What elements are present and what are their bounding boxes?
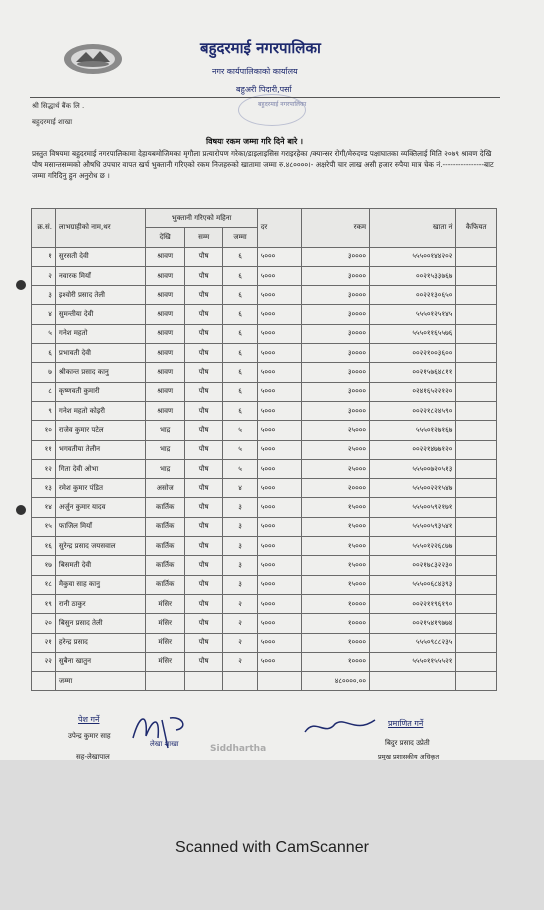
row-amount: १००००: [302, 614, 370, 633]
row-rate: ५०००: [257, 537, 302, 556]
row-account: ००२२१८२४५९०: [370, 401, 456, 420]
officer-signature: [300, 712, 380, 742]
row-amount: १५०००: [302, 575, 370, 594]
row-sn: ६: [32, 344, 56, 363]
row-from: श्रावण: [146, 247, 184, 266]
header-to: सम्म: [184, 228, 222, 247]
row-remarks: [456, 247, 497, 266]
row-from: श्रावण: [146, 266, 184, 285]
row-rate: ५०००: [257, 517, 302, 536]
table-row: [32, 556, 497, 575]
row-account: ५५५००५९२१७१: [370, 498, 456, 517]
row-sn: ८: [32, 382, 56, 401]
row-to: पौष: [184, 440, 222, 459]
row-remarks: [456, 652, 497, 671]
row-to: पौष: [184, 305, 222, 324]
header-from: देखि: [146, 228, 184, 247]
table-row: [32, 401, 497, 420]
row-name: रमेश कुमार पंडित: [55, 479, 146, 498]
row-amount: २५०००: [302, 440, 370, 459]
row-to: पौष: [184, 266, 222, 285]
row-sn: १९: [32, 594, 56, 613]
row-to: पौष: [184, 459, 222, 478]
row-sn: १८: [32, 575, 56, 594]
office-stamp: [238, 94, 306, 126]
nepal-emblem-logo: [62, 42, 124, 76]
row-remarks: [456, 517, 497, 536]
row-total: २: [223, 633, 257, 652]
submitted-by-name: उपेन्द्र कुमार साह: [68, 732, 111, 740]
office-address: बहुअरी पिदारी,पर्सा: [236, 85, 292, 94]
row-account: ५५५००२२१५४७: [370, 479, 456, 498]
row-account: ५५५०९८८२३५: [370, 633, 456, 652]
row-total: ४: [223, 479, 257, 498]
office-name: नगर कार्यपालिकाको कार्यालय: [212, 67, 298, 76]
row-account: ५५५००६८४३९३: [370, 575, 456, 594]
row-to: पौष: [184, 324, 222, 343]
row-sn: ९: [32, 401, 56, 420]
row-from: मंसिर: [146, 594, 184, 613]
row-amount: १००००: [302, 594, 370, 613]
row-from: श्रावण: [146, 401, 184, 420]
row-amount: ३००००: [302, 363, 370, 382]
row-remarks: [456, 286, 497, 305]
row-amount: ३००००: [302, 266, 370, 285]
row-total: ६: [223, 344, 257, 363]
row-amount: १५०००: [302, 517, 370, 536]
header-rate: दर: [257, 209, 302, 248]
header-amount: रकम: [302, 209, 370, 248]
row-amount: ३००००: [302, 344, 370, 363]
row-amount: १५०००: [302, 556, 370, 575]
row-amount: २००००: [302, 479, 370, 498]
row-remarks: [456, 556, 497, 575]
punch-hole: [16, 280, 26, 290]
row-rate: ५०००: [257, 363, 302, 382]
row-total: ३: [223, 556, 257, 575]
row-from: असोज: [146, 479, 184, 498]
scanner-footer: [0, 760, 544, 910]
table-row: [32, 633, 497, 652]
row-name: प्रभावती देवी: [55, 344, 146, 363]
row-total: ३: [223, 498, 257, 517]
row-name: गनेश महतो: [55, 324, 146, 343]
row-total: ६: [223, 324, 257, 343]
row-total: ६: [223, 382, 257, 401]
row-remarks: [456, 633, 497, 652]
table-row: [32, 247, 497, 266]
row-account: ०२४१६५२२१२०: [370, 382, 456, 401]
row-remarks: [456, 537, 497, 556]
row-remarks: [456, 594, 497, 613]
row-sn: २१: [32, 633, 56, 652]
row-name: नवारक मियाँ: [55, 266, 146, 285]
row-name: भगवतीया तेलीन: [55, 440, 146, 459]
row-name: रानी ठाकुर: [55, 594, 146, 613]
row-account: ५५५०१२२६८७७: [370, 537, 456, 556]
row-rate: ५०००: [257, 652, 302, 671]
row-total: २: [223, 594, 257, 613]
row-from: भाद्र: [146, 440, 184, 459]
table-row: [32, 382, 497, 401]
row-account: ५५५००५९३५४१: [370, 517, 456, 536]
table-row: [32, 652, 497, 671]
row-remarks: [456, 363, 497, 382]
row-account: ००२१५३३७६७: [370, 266, 456, 285]
siddhartha-watermark: Siddhartha: [210, 744, 267, 754]
table-row: [32, 479, 497, 498]
recipient-branch: बहुदरमाई शाखा: [32, 118, 73, 126]
row-to: पौष: [184, 575, 222, 594]
row-name: बिसमती देवी: [55, 556, 146, 575]
row-rate: ५०००: [257, 247, 302, 266]
row-from: कार्तिक: [146, 498, 184, 517]
table-row: [32, 363, 497, 382]
submitted-by-label: पेश गर्ने: [78, 715, 100, 724]
row-rate: ५०००: [257, 382, 302, 401]
row-amount: ३००००: [302, 324, 370, 343]
row-total: ६: [223, 247, 257, 266]
row-name: कृष्णवती कुमारी: [55, 382, 146, 401]
total-label: जम्मा: [55, 672, 146, 691]
punch-hole: [16, 505, 26, 515]
row-from: श्रावण: [146, 286, 184, 305]
row-sn: ५: [32, 324, 56, 343]
row-name: फाजिल मियाँ: [55, 517, 146, 536]
row-account: ५५५०११६५५७६: [370, 324, 456, 343]
row-account: ५५५०१२५१४५: [370, 305, 456, 324]
row-rate: ५०००: [257, 305, 302, 324]
row-from: कार्तिक: [146, 537, 184, 556]
row-total: ६: [223, 363, 257, 382]
row-name: सुमन्तीया देवी: [55, 305, 146, 324]
row-sn: १४: [32, 498, 56, 517]
header-months: भुक्तानी गरिएको महिना: [146, 209, 257, 228]
payment-table: [31, 208, 497, 691]
row-name: हरेन्द्र प्रसाद: [55, 633, 146, 652]
table-row: [32, 459, 497, 478]
municipality-title: बहुदरमाई नगरपालिका: [200, 39, 321, 57]
header-sn: क्र.सं.: [32, 209, 56, 248]
row-account: ५५५०११५५५२१: [370, 652, 456, 671]
table-row: [32, 575, 497, 594]
row-sn: ११: [32, 440, 56, 459]
row-sn: १०: [32, 421, 56, 440]
row-remarks: [456, 498, 497, 517]
row-amount: ३००००: [302, 382, 370, 401]
row-amount: ३००००: [302, 305, 370, 324]
row-rate: ५०००: [257, 556, 302, 575]
row-rate: ५०००: [257, 401, 302, 420]
row-amount: १५०००: [302, 498, 370, 517]
row-amount: १००००: [302, 633, 370, 652]
row-from: मंसिर: [146, 652, 184, 671]
row-rate: ५०००: [257, 440, 302, 459]
row-sn: १२: [32, 459, 56, 478]
row-amount: ३००००: [302, 247, 370, 266]
row-rate: ५०००: [257, 633, 302, 652]
table-row: [32, 344, 497, 363]
row-from: श्रावण: [146, 305, 184, 324]
header-name: लाभग्राहीको नाम,थर: [55, 209, 146, 248]
row-remarks: [456, 440, 497, 459]
table-row: [32, 594, 497, 613]
table-row: [32, 614, 497, 633]
letter-subject: विषयः रकम जम्मा गरि दिने बारे ।: [206, 137, 304, 146]
row-to: पौष: [184, 614, 222, 633]
row-total: ३: [223, 537, 257, 556]
row-remarks: [456, 382, 497, 401]
row-amount: २५०००: [302, 421, 370, 440]
row-to: पौष: [184, 517, 222, 536]
row-remarks: [456, 266, 497, 285]
row-name: सुबैना खातुन: [55, 652, 146, 671]
table-row: [32, 286, 497, 305]
row-amount: ३००००: [302, 401, 370, 420]
row-to: पौष: [184, 594, 222, 613]
row-to: पौष: [184, 652, 222, 671]
row-to: पौष: [184, 556, 222, 575]
row-remarks: [456, 575, 497, 594]
row-rate: ५०००: [257, 594, 302, 613]
row-rate: ५०००: [257, 575, 302, 594]
row-from: भाद्र: [146, 459, 184, 478]
row-remarks: [456, 324, 497, 343]
row-account: ००२१७८३२२३०: [370, 556, 456, 575]
header-account: खाता नं: [370, 209, 456, 248]
table-row: [32, 537, 497, 556]
row-to: पौष: [184, 344, 222, 363]
row-name: बिसुन प्रसाद तेली: [55, 614, 146, 633]
row-name: गिता देवी ओभा: [55, 459, 146, 478]
total-amount: ४८००००.००: [302, 672, 370, 691]
row-from: भाद्र: [146, 421, 184, 440]
row-account: ००२१५४१९७७४: [370, 614, 456, 633]
row-rate: ५०००: [257, 344, 302, 363]
table-row: [32, 305, 497, 324]
row-account: ५५५००७२०५१३: [370, 459, 456, 478]
row-amount: २५०००: [302, 459, 370, 478]
row-name: गनेश महतो कोइरी: [55, 401, 146, 420]
row-account: ००२१५७६४८११: [370, 363, 456, 382]
row-from: मंसिर: [146, 633, 184, 652]
row-name: मैकुवा साह कानु: [55, 575, 146, 594]
row-amount: १००००: [302, 652, 370, 671]
total-row: [32, 672, 497, 691]
row-total: ६: [223, 401, 257, 420]
header-total: जम्मा: [223, 228, 257, 247]
accounts-stamp: लेखा शाखा: [150, 740, 179, 748]
row-from: श्रावण: [146, 344, 184, 363]
header-divider: [30, 97, 500, 98]
row-sn: १३: [32, 479, 56, 498]
row-total: २: [223, 652, 257, 671]
row-remarks: [456, 401, 497, 420]
table-row: [32, 421, 497, 440]
row-total: ३: [223, 575, 257, 594]
row-amount: ३००००: [302, 286, 370, 305]
row-from: कार्तिक: [146, 575, 184, 594]
row-remarks: [456, 305, 497, 324]
row-sn: १६: [32, 537, 56, 556]
row-sn: ४: [32, 305, 56, 324]
row-from: कार्तिक: [146, 517, 184, 536]
row-total: ५: [223, 459, 257, 478]
row-remarks: [456, 459, 497, 478]
camscanner-label: Scanned with CamScanner: [175, 839, 369, 856]
row-total: ३: [223, 517, 257, 536]
table-row: [32, 498, 497, 517]
letter-body: प्रस्तुत विषयमा बहुदरमाई नगरपालिकामा देहायबमोजिमका मृगौला प्रत्यारोपण गरेका/डाइलाइसिस गराइरहेका /क्यान्सर रोगी/मेरुदण्ड पक्षाघातका व्यक्तिलाई मिति २०७९ श्रावण देखि पौष मसान्तसम्मको औषधि उपचार वापत खर्च भुक्तानी गरिएको रकम निजहरुको खातामा जम्मा रु.४८००००।- अक्षरेपी चार लाख असी हजार रुपैया मात्र चेक नं.----------------बाट जम्मा गरिदिनु हुन अनुरोध छ ।: [32, 149, 494, 180]
row-to: पौष: [184, 247, 222, 266]
row-name: इश्वोरी प्रसाद तेली: [55, 286, 146, 305]
office-stamp-text: बहुदरमाई नगरपालिका: [258, 101, 307, 108]
row-sn: १७: [32, 556, 56, 575]
row-sn: १: [32, 247, 56, 266]
row-remarks: [456, 479, 497, 498]
row-sn: ३: [32, 286, 56, 305]
row-rate: ५०००: [257, 286, 302, 305]
row-rate: ५०००: [257, 421, 302, 440]
table-row: [32, 266, 497, 285]
row-name: अर्जुन कुमार यादव: [55, 498, 146, 517]
certified-by-name: बिदुर प्रसाद उप्रेती: [385, 739, 430, 747]
row-total: ६: [223, 305, 257, 324]
row-sn: १५: [32, 517, 56, 536]
row-to: पौष: [184, 498, 222, 517]
row-remarks: [456, 614, 497, 633]
row-to: पौष: [184, 421, 222, 440]
row-from: श्रावण: [146, 382, 184, 401]
row-remarks: [456, 344, 497, 363]
table-row: [32, 440, 497, 459]
row-sn: २०: [32, 614, 56, 633]
row-to: पौष: [184, 382, 222, 401]
row-total: ५: [223, 440, 257, 459]
row-sn: २: [32, 266, 56, 285]
row-remarks: [456, 421, 497, 440]
row-account: ५५५००१४४२०२: [370, 247, 456, 266]
row-total: २: [223, 614, 257, 633]
table-row: [32, 324, 497, 343]
row-to: पौष: [184, 479, 222, 498]
row-name: सुरेन्द्र प्रसाद जयसवाल: [55, 537, 146, 556]
row-from: मंसिर: [146, 614, 184, 633]
row-to: पौष: [184, 363, 222, 382]
row-rate: ५०००: [257, 324, 302, 343]
row-account: ००२२१००३६००: [370, 344, 456, 363]
row-account: ००२२११९६१९०: [370, 594, 456, 613]
submitted-by-title: सह-लेखापाल: [76, 753, 110, 760]
row-amount: १५०००: [302, 537, 370, 556]
recipient-bank: श्री सिद्धार्थ बैंक लि .: [32, 102, 85, 110]
row-account: ००२२१३०६५०: [370, 286, 456, 305]
row-rate: ५०००: [257, 459, 302, 478]
row-to: पौष: [184, 633, 222, 652]
row-rate: ५०००: [257, 614, 302, 633]
row-name: राजेव कुमार पटेल: [55, 421, 146, 440]
row-sn: ७: [32, 363, 56, 382]
row-total: ५: [223, 421, 257, 440]
header-remarks: कैफियत: [456, 209, 497, 248]
table-row: [32, 517, 497, 536]
row-rate: ५०००: [257, 498, 302, 517]
row-account: ५५५०१२७१६७: [370, 421, 456, 440]
row-total: ६: [223, 286, 257, 305]
row-to: पौष: [184, 537, 222, 556]
row-rate: ५०००: [257, 479, 302, 498]
row-account: ००२२१४७७१२०: [370, 440, 456, 459]
row-name: श्रीकान्त प्रसाद कानु: [55, 363, 146, 382]
row-from: कार्तिक: [146, 556, 184, 575]
row-from: श्रावण: [146, 324, 184, 343]
row-to: पौष: [184, 286, 222, 305]
certified-by-title: प्रमुख प्रशासकीय अधिकृत: [378, 753, 440, 760]
row-name: सुरसती देवी: [55, 247, 146, 266]
row-rate: ५०००: [257, 266, 302, 285]
row-sn: २२: [32, 652, 56, 671]
row-to: पौष: [184, 401, 222, 420]
row-total: ६: [223, 266, 257, 285]
certified-by-label: प्रमाणित गर्ने: [388, 719, 424, 728]
row-from: श्रावण: [146, 363, 184, 382]
